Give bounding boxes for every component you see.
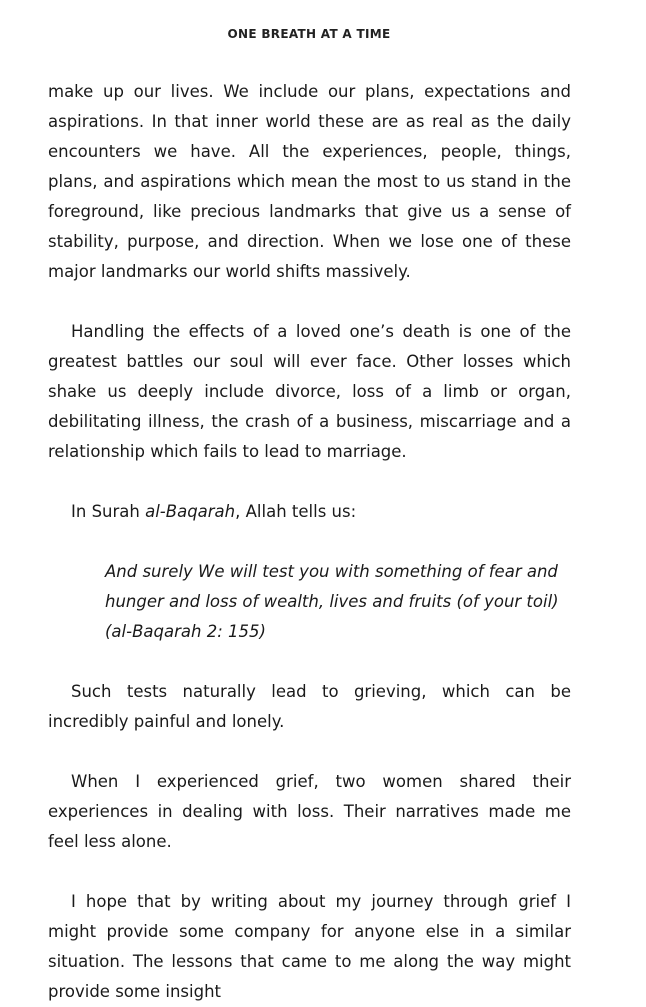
paragraph-tests: Such tests naturally lead to grieving, which can be incredibly painful and lonely. (48, 682, 571, 731)
quotation-line-1: And surely We will test you with something of fear and (105, 562, 558, 581)
surah-name: al-Baqarah (145, 502, 236, 521)
quotation-citation: (al-Baqarah 2: 155) (105, 622, 266, 641)
paragraph-experience: When I experienced grief, two women shared their experiences in dealing with loss. Their narratives made me feel less alone. (48, 772, 571, 851)
quran-quotation (105, 557, 559, 647)
quotation-line-2: hunger and loss of wealth, lives and fruits (of your toil) (105, 592, 559, 611)
surah-intro-text-end: , Allah tells us: (235, 502, 357, 521)
running-head: ONE BREATH AT A TIME (227, 27, 391, 41)
surah-intro-text: In Surah (71, 502, 146, 521)
paragraph-losses: Handling the effects of a loved one’s death is one of the greatest battles our soul will ever face. Other losses which shake us deeply include divorce, loss of a limb or organ, debilitating illness, the crash of a business, miscarriage and a relationship which fails to lead to marriage. (48, 322, 571, 461)
paragraph-landmarks: make up our lives. We include our plans, expectations and aspirations. In that inner world these are as real as the daily encounters we have. All the experiences, people, things, plans, and aspirations which mean the most to us stand in the foreground, like precious landmarks that give us a sense of stability, purpose, and direction. When we lose one of these major landmarks our world shifts massively. (48, 82, 571, 281)
body-text (48, 77, 571, 1007)
paragraph-hope: I hope that by writing about my journey through grief I might provide some company for anyone else in a similar situation. The lessons that came to me along the way might provide some insight (48, 892, 571, 1001)
paragraph-surah-intro (48, 497, 571, 527)
